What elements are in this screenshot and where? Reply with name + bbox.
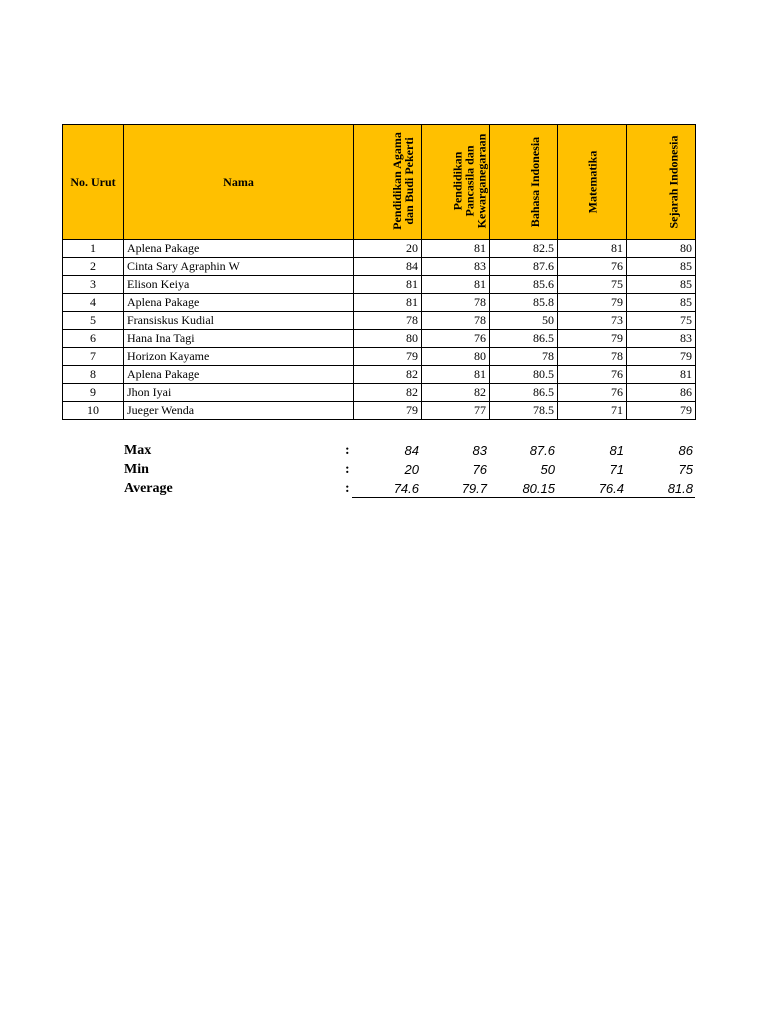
summary-row	[62, 441, 695, 460]
summary-value: 50	[540, 462, 555, 477]
summary-value: 81.8	[667, 481, 693, 496]
header-row	[63, 125, 696, 240]
score-cell: 79	[558, 294, 627, 312]
student-name: Jhon Iyai	[124, 384, 354, 402]
score-cell: 82	[354, 366, 422, 384]
summary-value: 71	[609, 462, 624, 477]
score-cell: 79	[354, 402, 422, 420]
student-name: Jueger Wenda	[124, 402, 354, 420]
score-cell: 81	[627, 366, 696, 384]
table-row	[63, 348, 696, 366]
summary-value: 76.4	[598, 481, 624, 496]
score-cell: 83	[627, 330, 696, 348]
score-cell: 86	[627, 384, 696, 402]
score-cell: 81	[422, 366, 490, 384]
summary-value: 80.15	[522, 481, 555, 496]
summary-colon: :	[345, 481, 350, 496]
student-name: Aplena Pakage	[124, 366, 354, 384]
student-name: Hana Ina Tagi	[124, 330, 354, 348]
summary-value: 87.6	[529, 443, 555, 458]
summary-colon: :	[345, 462, 350, 477]
score-cell: 81	[422, 240, 490, 258]
table-row	[63, 276, 696, 294]
score-cell: 80	[354, 330, 422, 348]
score-cell: 77	[422, 402, 490, 420]
score-cell: 80	[422, 348, 490, 366]
summary-value: 76	[472, 462, 487, 477]
score-cell: 79	[627, 348, 696, 366]
score-cell: 78.5	[490, 402, 558, 420]
score-cell: 78	[490, 348, 558, 366]
summary-value: 83	[472, 443, 487, 458]
row-number: 3	[63, 276, 124, 294]
summary-label: Max	[124, 443, 152, 458]
summary-value: 79.7	[461, 481, 487, 496]
summary-label: Min	[124, 462, 149, 477]
summary-label: Average	[124, 481, 173, 496]
score-cell: 85	[627, 294, 696, 312]
score-cell: 75	[558, 276, 627, 294]
row-number: 9	[63, 384, 124, 402]
summary-value: 75	[678, 462, 693, 477]
header-subject: Matematika	[558, 125, 627, 240]
header-nama: Nama	[124, 125, 354, 240]
table-row	[63, 384, 696, 402]
score-cell: 82	[354, 384, 422, 402]
score-cell: 82.5	[490, 240, 558, 258]
score-cell: 80	[627, 240, 696, 258]
header-no-urut: No. Urut	[63, 125, 124, 240]
table-row	[63, 402, 696, 420]
score-cell: 86.5	[490, 330, 558, 348]
row-number: 10	[63, 402, 124, 420]
summary-value: 20	[404, 462, 419, 477]
score-cell: 84	[354, 258, 422, 276]
average-underline	[352, 497, 695, 498]
score-cell: 81	[354, 276, 422, 294]
summary-row	[62, 479, 695, 498]
score-cell: 78	[422, 312, 490, 330]
summary-block	[62, 441, 695, 498]
score-cell: 85	[627, 276, 696, 294]
score-cell: 85.8	[490, 294, 558, 312]
student-name: Aplena Pakage	[124, 294, 354, 312]
student-name: Cinta Sary Agraphin W	[124, 258, 354, 276]
table-row	[63, 366, 696, 384]
score-cell: 20	[354, 240, 422, 258]
score-cell: 81	[354, 294, 422, 312]
score-cell: 79	[627, 402, 696, 420]
student-name: Horizon Kayame	[124, 348, 354, 366]
header-subject: Pendidikan Pancasila dan Kewarganegaraan	[422, 125, 490, 240]
row-number: 7	[63, 348, 124, 366]
student-name: Fransiskus Kudial	[124, 312, 354, 330]
score-cell: 79	[558, 330, 627, 348]
grades-table	[62, 124, 696, 420]
summary-row	[62, 460, 695, 479]
table-row	[63, 330, 696, 348]
table-row	[63, 240, 696, 258]
header-subject: Bahasa Indonesia	[490, 125, 558, 240]
score-cell: 76	[558, 258, 627, 276]
score-cell: 86.5	[490, 384, 558, 402]
row-number: 5	[63, 312, 124, 330]
summary-value: 86	[678, 443, 693, 458]
header-subject: Pendidikan Agama dan Budi Pekerti	[354, 125, 422, 240]
row-number: 8	[63, 366, 124, 384]
score-cell: 81	[422, 276, 490, 294]
row-number: 4	[63, 294, 124, 312]
score-cell: 83	[422, 258, 490, 276]
score-cell: 79	[354, 348, 422, 366]
table-row	[63, 294, 696, 312]
score-cell: 50	[490, 312, 558, 330]
score-cell: 80.5	[490, 366, 558, 384]
row-number: 1	[63, 240, 124, 258]
score-cell: 78	[422, 294, 490, 312]
summary-colon: :	[345, 443, 350, 458]
score-cell: 85.6	[490, 276, 558, 294]
student-name: Aplena Pakage	[124, 240, 354, 258]
score-cell: 73	[558, 312, 627, 330]
score-cell: 87.6	[490, 258, 558, 276]
table-row	[63, 258, 696, 276]
score-cell: 78	[354, 312, 422, 330]
table-row	[63, 312, 696, 330]
score-cell: 82	[422, 384, 490, 402]
summary-value: 74.6	[393, 481, 419, 496]
score-cell: 75	[627, 312, 696, 330]
summary-value: 84	[404, 443, 419, 458]
score-cell: 81	[558, 240, 627, 258]
score-cell: 85	[627, 258, 696, 276]
score-cell: 78	[558, 348, 627, 366]
score-cell: 76	[558, 366, 627, 384]
score-cell: 76	[558, 384, 627, 402]
student-name: Elison Keiya	[124, 276, 354, 294]
row-number: 6	[63, 330, 124, 348]
summary-value: 81	[609, 443, 624, 458]
score-cell: 71	[558, 402, 627, 420]
header-subject: Sejarah Indonesia	[627, 125, 696, 240]
score-cell: 76	[422, 330, 490, 348]
row-number: 2	[63, 258, 124, 276]
